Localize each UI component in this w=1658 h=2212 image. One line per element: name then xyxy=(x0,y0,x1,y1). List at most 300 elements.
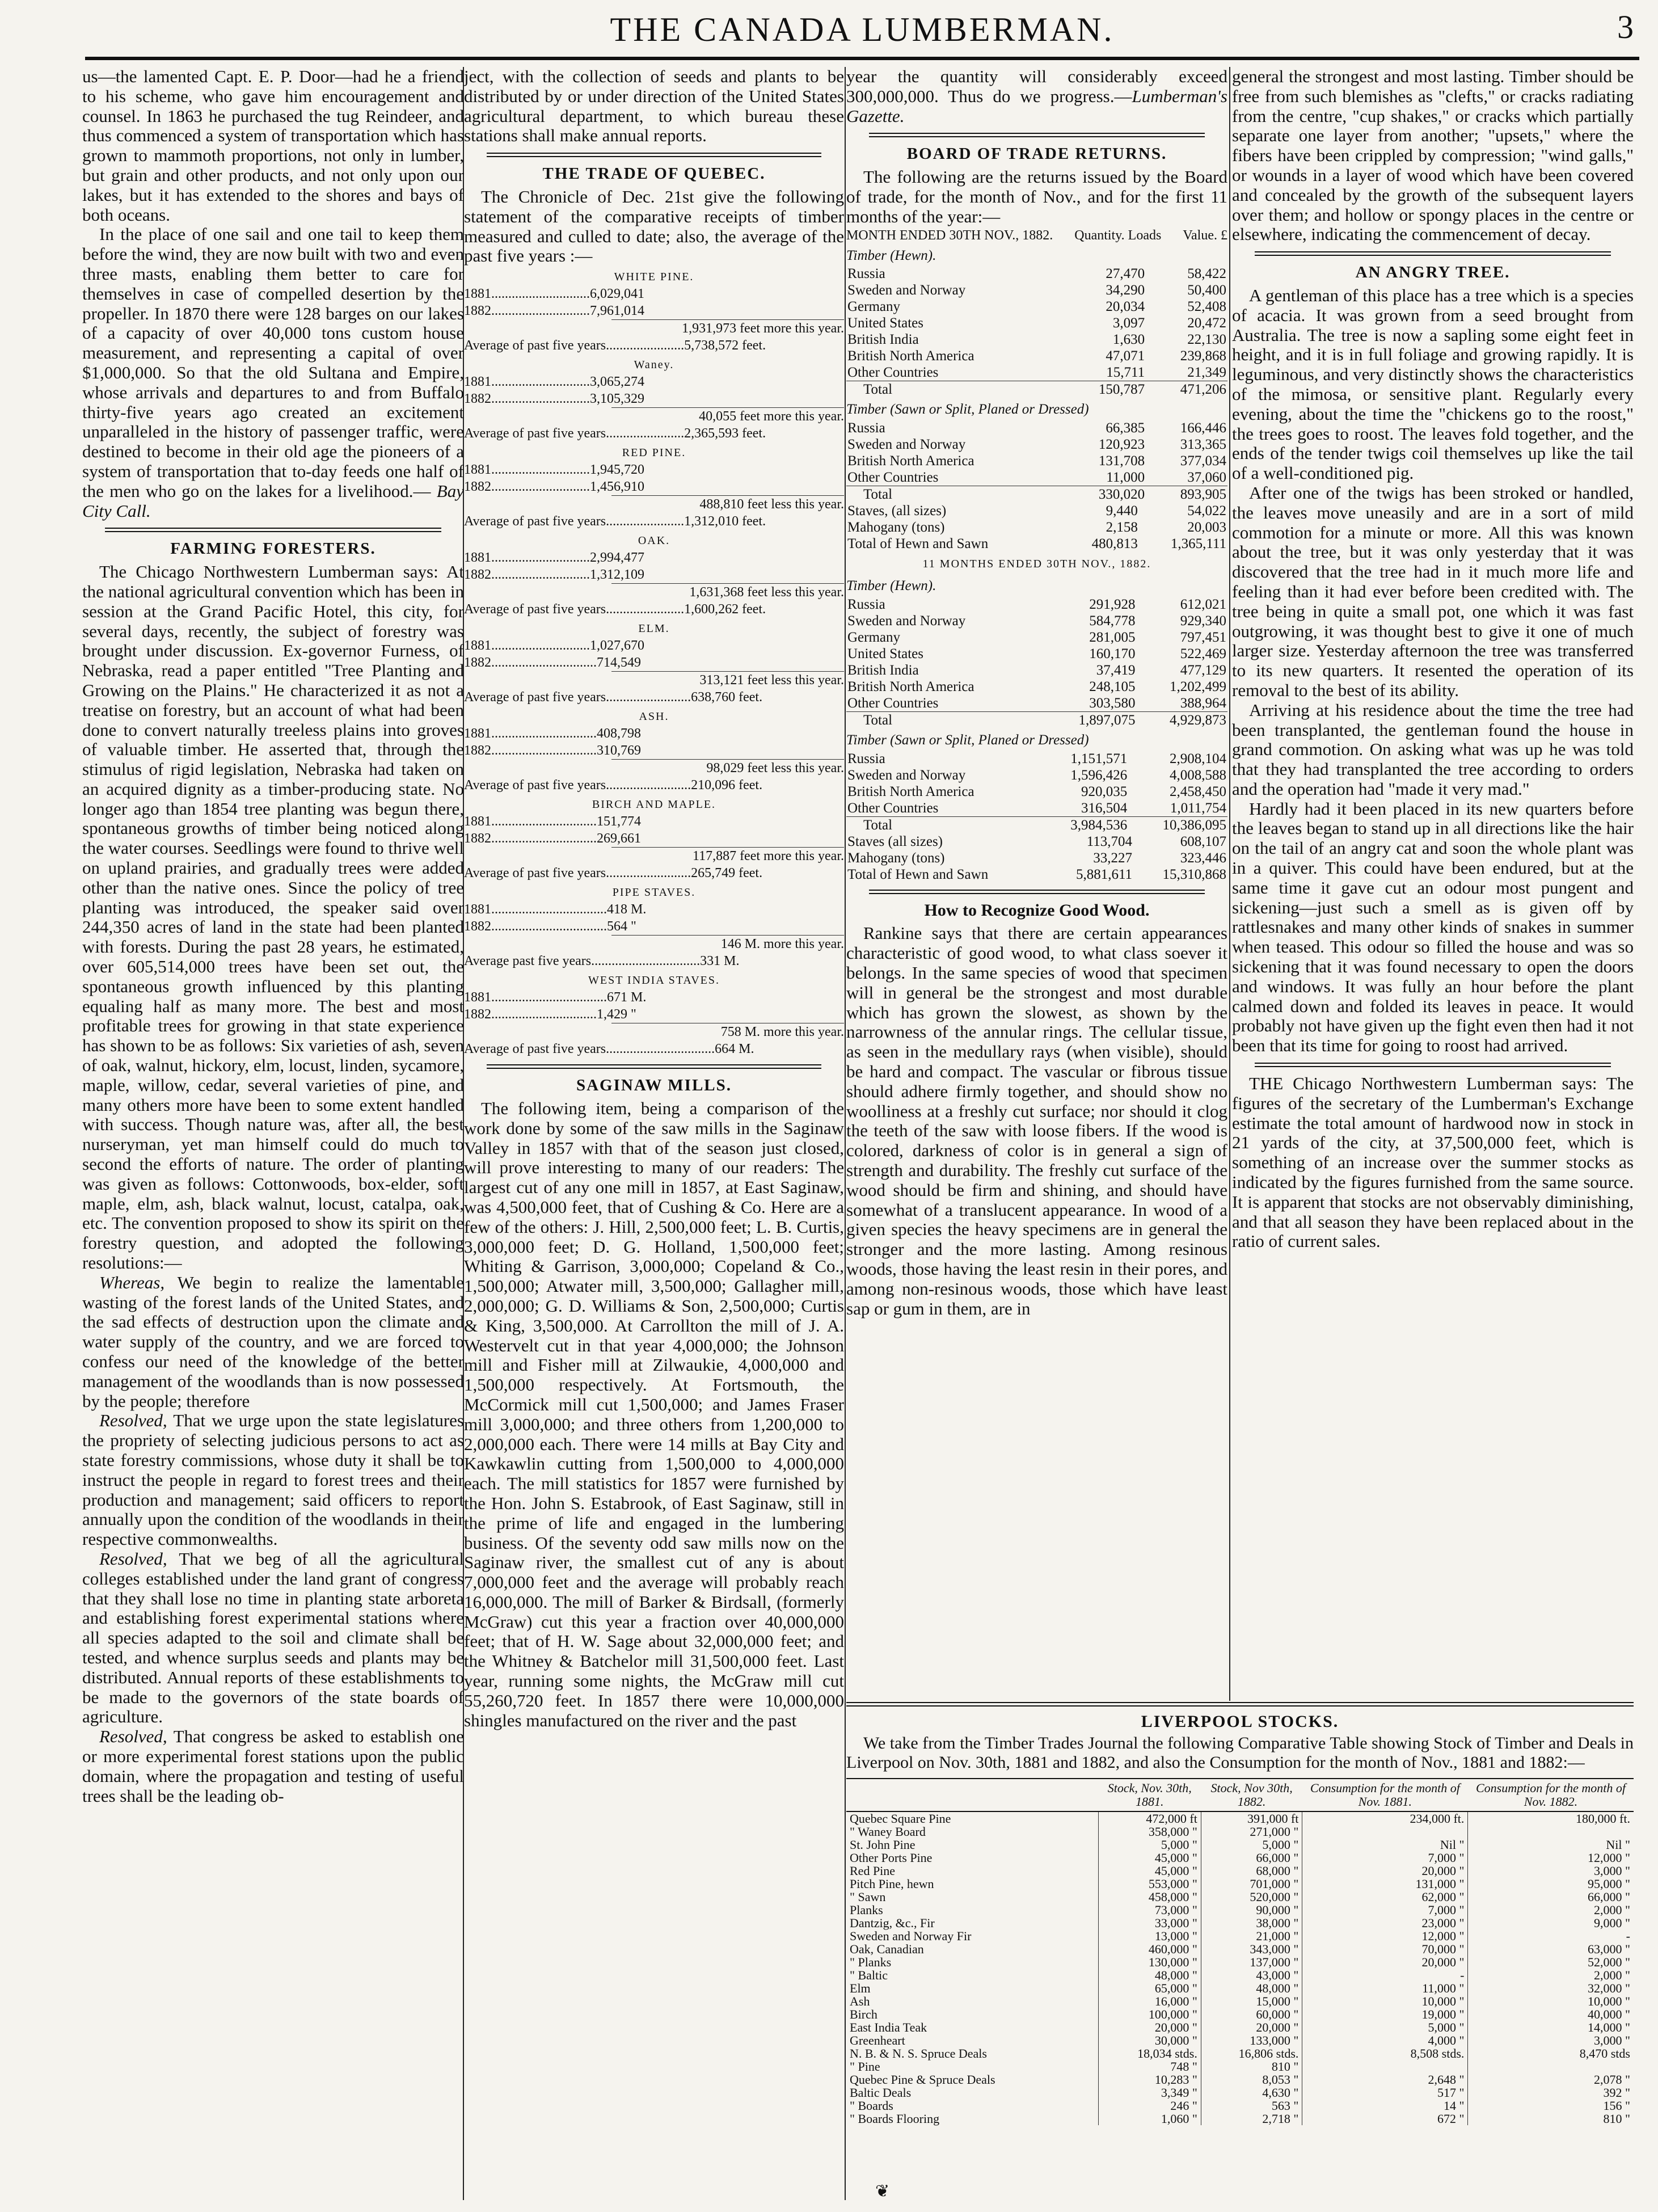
section-rule xyxy=(869,133,1205,137)
table-cell: 477,129 xyxy=(1180,662,1226,678)
column-header: Stock, Nov 30th, 1882. xyxy=(1201,1779,1302,1811)
row-label: Russia xyxy=(847,596,885,612)
section-caption: WEST INDIA STAVES. xyxy=(588,974,720,987)
table-row xyxy=(846,2008,1634,2021)
row-label: British North America xyxy=(847,453,974,469)
table-cell: 63,000 " xyxy=(1468,1943,1634,1956)
table-row xyxy=(846,519,1227,536)
table-cell: 130,000 " xyxy=(1098,1956,1201,1969)
total-cell: 150,787 xyxy=(1064,381,1146,398)
table-cell: 303,580 xyxy=(1089,695,1136,711)
difference-row: 758 M. more this year. xyxy=(611,1023,844,1040)
section-caption: OAK. xyxy=(638,534,670,547)
table-cell: 120,923 xyxy=(1098,437,1145,453)
row-label: Birch xyxy=(850,2007,877,2021)
article-heading: FARMING FORESTERS. xyxy=(170,540,376,558)
table-row xyxy=(846,1877,1634,1890)
table-cell: 52,000 " xyxy=(1468,1956,1634,1969)
returns-table xyxy=(846,833,1227,883)
year-row: 1882...............................310,769 xyxy=(464,743,641,759)
table-row xyxy=(846,469,1227,486)
table-cell: 20,000 " xyxy=(1302,1864,1468,1877)
table-cell: 392 " xyxy=(1468,2086,1634,2099)
article-text: Resolved, That congress be asked to establish one or more experimental forest stations upon the public domain, where the propagation and testing of useful trees shall be the leading ob- xyxy=(82,1726,464,1806)
row-label: " Pine xyxy=(850,2059,880,2074)
article-text: Whereas, We begin to realize the lamentable wasting of the forest lands of the United States, and the sad effects of destruction upon the climate and water supply of the country, and we are forced to confess our need of the knowledge of the better management of the woodlands than is now possessed by the people; therefore xyxy=(82,1272,464,1411)
row-label: Mahogany (tons) xyxy=(847,850,945,866)
table-cell: 20,000 " xyxy=(1098,2021,1201,2034)
row-label: Germany xyxy=(847,299,901,315)
article-text: Hardly had it been placed in its new quarters before the leaves began to stand up in all directions like the hair on the tail of an angry cat and soon the whole plant was in a quiver. This could have been endured, but at the same time it gave cut an odour most pungent and sickening—just such a smell as is given off by rattlesnakes and many other kinds of snakes in summer when teased. This odour so filled the house and was so sickening that it was found necessary to open the doors and windows. It was fully an hour before the plant calmed down and folded its leaves in peace. It would probably not have given up the fight even then had it not been that its time for going to roost had arrived. xyxy=(1232,798,1634,1056)
row-label: Other Countries xyxy=(847,365,939,381)
table-cell: 2,000 " xyxy=(1468,1903,1634,1916)
table-cell: 8,470 stds xyxy=(1468,2047,1634,2060)
row-label: Other Countries xyxy=(847,470,939,486)
table-cell: 3,097 xyxy=(1112,315,1145,331)
table-cell: 7,000 " xyxy=(1302,1903,1468,1916)
average-row: Average of past five years.........................265,749 feet. xyxy=(464,866,763,881)
average-row: Average of past five years.......................5,738,572 feet. xyxy=(464,338,766,353)
difference-row: 146 M. more this year. xyxy=(611,935,844,953)
difference-row: 488,810 feet less this year. xyxy=(611,495,844,513)
article-heading: BOARD OF TRADE RETURNS. xyxy=(906,145,1167,163)
table-row xyxy=(846,783,1227,800)
table-row xyxy=(846,646,1227,662)
table-row xyxy=(846,613,1227,629)
table-cell: 517 " xyxy=(1302,2086,1468,2099)
table-cell: 2,458,450 xyxy=(1170,783,1226,799)
row-label: Russia xyxy=(847,420,885,436)
table-cell: 65,000 " xyxy=(1098,1982,1201,1995)
table-cell: 291,928 xyxy=(1089,596,1136,612)
table-cell: 58,422 xyxy=(1187,266,1226,282)
table-row xyxy=(846,453,1227,469)
table-cell: 160,170 xyxy=(1089,646,1136,662)
table-cell: 748 " xyxy=(1098,2060,1201,2073)
difference-row: 313,121 feet less this year. xyxy=(611,671,844,689)
table-cell: 323,446 xyxy=(1180,850,1226,866)
table-cell xyxy=(1468,2060,1634,2073)
article-text: The Chronicle of Dec. 21st give the following statement of the comparative receipts of timber measured and culled to date; also, the average of the past five years :— xyxy=(464,186,844,266)
table-cell: 313,365 xyxy=(1180,437,1226,453)
article-text: us—the lamented Capt. E. P. Door—had he a friend to his scheme, who gave him encouragement and counsel. In 1863 he purchased the tug Reindeer, and thus commenced a system of transportation which has grown to mammoth proportions, not only in lumber, but grain and other products, and not only upon our lakes, but it has extended to the shores and bays of both oceans. xyxy=(82,67,464,225)
total-cell: 893,905 xyxy=(1146,486,1227,503)
row-label: Germany xyxy=(847,629,901,645)
table-cell: 54,022 xyxy=(1187,503,1226,519)
table-row xyxy=(846,2034,1634,2047)
table-cell: 246 " xyxy=(1098,2099,1201,2112)
row-label: Other Ports Pine xyxy=(850,1851,933,1865)
table-row xyxy=(846,315,1227,331)
article-heading: SAGINAW MILLS. xyxy=(576,1076,732,1095)
row-label: Oak, Canadian xyxy=(850,1942,924,1956)
article-heading: AN ANGRY TREE. xyxy=(1355,263,1511,282)
section-caption: RED PINE. xyxy=(622,446,686,460)
table-cell: 45,000 " xyxy=(1098,1864,1201,1877)
total-row xyxy=(846,486,1227,503)
column-rule xyxy=(845,67,846,2200)
table-cell: 701,000 " xyxy=(1201,1877,1302,1890)
section-caption: PIPE STAVES. xyxy=(612,886,696,899)
ornament-icon: ❦ xyxy=(875,2182,890,2201)
year-row: 1882.............................1,456,910 xyxy=(464,479,644,495)
average-row: Average of past five years.......................1,312,010 feet. xyxy=(464,514,766,529)
table-cell: 316,504 xyxy=(1081,800,1128,816)
row-label: " Waney Board xyxy=(850,1825,926,1839)
table-subheading: Timber (Hewn). xyxy=(846,247,936,263)
section-rule xyxy=(1255,1063,1611,1067)
section-rule xyxy=(1255,251,1611,256)
table-cell: 52,408 xyxy=(1187,299,1226,315)
table-cell: 21,349 xyxy=(1187,365,1226,381)
row-label: United States xyxy=(847,315,924,331)
table-row xyxy=(846,629,1227,646)
table-cell: 458,000 " xyxy=(1098,1890,1201,1903)
table-cell: 15,000 " xyxy=(1201,1995,1302,2008)
table-cell: 5,000 " xyxy=(1098,1838,1201,1851)
row-label: Sweden and Norway xyxy=(847,767,966,783)
table-cell: 1,011,754 xyxy=(1170,800,1226,816)
returns-table xyxy=(846,420,1227,503)
table-subheading: Timber (Sawn or Split, Planed or Dressed) xyxy=(846,732,1089,748)
table-cell: 16,000 " xyxy=(1098,1995,1201,2008)
table-cell: 13,000 " xyxy=(1098,1929,1201,1943)
value-header: Value. £ xyxy=(1183,227,1227,243)
table-cell: Nil " xyxy=(1302,1838,1468,1851)
table-cell: 27,470 xyxy=(1106,266,1145,282)
section-rule xyxy=(487,1064,821,1069)
table-cell: 460,000 " xyxy=(1098,1943,1201,1956)
table-cell: 2,648 " xyxy=(1302,2073,1468,2086)
quebec-statistics xyxy=(464,268,844,1057)
table-cell: 391,000 ft xyxy=(1201,1811,1302,1825)
row-label: " Boards xyxy=(850,2099,893,2113)
table-row xyxy=(846,348,1227,364)
section-rule xyxy=(105,528,441,532)
table-cell: 166,446 xyxy=(1180,420,1226,436)
table-row xyxy=(846,1903,1634,1916)
average-row: Average of past five years.........................210,096 feet. xyxy=(464,778,763,793)
year-row: 1882...............................269,661 xyxy=(464,831,641,846)
row-label: British North America xyxy=(847,348,974,364)
masthead xyxy=(85,0,1639,54)
table-row xyxy=(846,1943,1634,1956)
average-row: Average past five years................................331 M. xyxy=(464,954,740,969)
table-cell: 113,704 xyxy=(1086,833,1133,849)
table-cell: 10,000 " xyxy=(1468,1995,1634,2008)
row-label: Dantzig, &c., Fir xyxy=(850,1916,935,1930)
table-cell: 22,130 xyxy=(1187,332,1226,348)
table-row xyxy=(846,751,1227,767)
year-row: 1881...............................408,798 xyxy=(464,726,641,741)
table-cell: 797,451 xyxy=(1180,629,1226,645)
table-cell: 68,000 " xyxy=(1201,1864,1302,1877)
table-cell: 5,000 " xyxy=(1201,1838,1302,1851)
article-heading: How to Recognize Good Wood. xyxy=(924,900,1150,920)
table-cell: 50,400 xyxy=(1187,283,1226,298)
table-cell: 20,000 " xyxy=(1201,2021,1302,2034)
section-caption: WHITE PINE. xyxy=(614,271,694,284)
table-row xyxy=(846,695,1227,712)
table-cell: 180,000 ft. xyxy=(1468,1811,1634,1825)
table-cell: 377,034 xyxy=(1180,453,1226,469)
table-cell: 21,000 " xyxy=(1201,1929,1302,1943)
table-row xyxy=(846,1982,1634,1995)
table-row xyxy=(846,850,1227,866)
article-text: THE Chicago Northwestern Lumberman says: The figures of the secretary of the Lumberman's Exchange estimate the total amount of hardwood now in stock in 21 yards of the city, at 37,500,000 feet, which is something of an increase over the summer stocks as indicated by the figures furnished from the same source. It is apparent that stocks are not observably diminishing, and that all season they have been replaced about in the ratio of current sales. xyxy=(1232,1073,1634,1252)
column-4 xyxy=(1232,67,1634,1701)
table-cell: 33,000 " xyxy=(1098,1916,1201,1929)
table-cell: 10,000 " xyxy=(1302,1995,1468,2008)
table-cell: 563 " xyxy=(1201,2099,1302,2112)
year-row: 1881.............................3,065,274 xyxy=(464,374,644,390)
table-cell: 37,060 xyxy=(1187,470,1226,486)
table-cell: 14 " xyxy=(1302,2099,1468,2112)
table-row xyxy=(846,2112,1634,2125)
table-cell: 133,000 " xyxy=(1201,2034,1302,2047)
row-label: United States xyxy=(847,646,924,662)
table-cell: 388,964 xyxy=(1180,695,1226,711)
article-text: Arriving at his residence about the time the tree had been transplanted, the gentleman found the house in grand commotion. On asking what was up he was told that they had transplanted the tree according to orders and the operation had "made it very mad." xyxy=(1232,700,1634,799)
column-1 xyxy=(82,67,464,2200)
column-headers xyxy=(846,227,1227,244)
table-row xyxy=(846,436,1227,453)
table-row xyxy=(846,866,1227,883)
row-label: " Planks xyxy=(850,1955,892,1969)
total-cell: Total xyxy=(846,816,1040,833)
row-label: Sweden and Norway Fir xyxy=(850,1929,972,1943)
row-label: " Boards Flooring xyxy=(850,2112,940,2126)
table-cell: 100,000 " xyxy=(1098,2008,1201,2021)
row-label: British North America xyxy=(847,679,974,694)
table-cell: 2,000 " xyxy=(1468,1969,1634,1982)
source-credit: Lumberman's Gazette. xyxy=(846,86,1227,126)
table-cell: 584,778 xyxy=(1089,613,1136,629)
table-cell: 3,000 " xyxy=(1468,1864,1634,1877)
section-caption: ELM. xyxy=(638,622,670,635)
section-rule xyxy=(869,890,1205,894)
qty-header: Quantity. Loads xyxy=(1074,227,1162,243)
table-cell: 520,000 " xyxy=(1201,1890,1302,1903)
table-cell xyxy=(1468,1825,1634,1838)
row-label: Planks xyxy=(850,1903,883,1917)
table-cell: 66,385 xyxy=(1106,420,1145,436)
table-cell: 281,005 xyxy=(1089,629,1136,645)
row-label: Mahogany (tons) xyxy=(847,520,945,536)
row-label: Sweden and Norway xyxy=(847,437,966,453)
row-label: Sweden and Norway xyxy=(847,613,966,629)
year-row: 1881.............................6,029,041 xyxy=(464,286,644,302)
column-2 xyxy=(464,67,844,2200)
quebec-section xyxy=(464,972,844,1057)
table-subheading: Timber (Sawn or Split, Planed or Dressed) xyxy=(846,402,1089,418)
table-row xyxy=(846,1864,1634,1877)
table-cell: 234,000 ft. xyxy=(1302,1811,1468,1825)
column-3 xyxy=(846,67,1227,1769)
table-cell xyxy=(1302,1825,1468,1838)
article-text: After one of the twigs has been stroked or handled, the leaves move uneasily and are in a sort of mild commotion for a minute or more. All this was known about the tree, but it was only yesterday that it was discovered that the tree had in it much more life and feeling than it had ever before been credited with. The tree being in quite a small pot, one which it was fast outgrowing, it was thought best to give it one of much larger size. Yesterday afternoon the tree was transferred to its new quarters. It resented the operation of its removal to the best of its ability. xyxy=(1232,482,1634,700)
table-cell: 20,003 xyxy=(1187,520,1226,536)
table-cell: 480,813 xyxy=(1091,536,1138,552)
table-cell: 920,035 xyxy=(1081,783,1128,799)
table-row xyxy=(846,767,1227,783)
row-label: Pitch Pine, hewn xyxy=(850,1877,934,1891)
article-heading: THE TRADE OF QUEBEC. xyxy=(542,165,766,183)
column-header xyxy=(846,1779,1098,1811)
row-label: East India Teak xyxy=(850,2020,927,2034)
returns-table xyxy=(846,266,1227,398)
returns-table xyxy=(846,503,1227,552)
year-row: 1881.............................2,994,477 xyxy=(464,550,644,566)
table-cell: 810 " xyxy=(1201,2060,1302,2073)
table-row xyxy=(846,536,1227,552)
table-cell: 131,708 xyxy=(1098,453,1145,469)
table-row xyxy=(846,1956,1634,1969)
table-cell: 18,034 stds. xyxy=(1098,2047,1201,2060)
table-cell: 23,000 " xyxy=(1302,1916,1468,1929)
total-cell: 330,020 xyxy=(1064,486,1146,503)
article-text: year the quantity will considerably exceed 300,000,000. Thus do we progress.—Lumberman's Gazette. xyxy=(846,67,1227,126)
row-label: British India xyxy=(847,332,919,348)
year-row: 1881..................................671 M. xyxy=(464,990,647,1005)
table-row xyxy=(846,1851,1634,1864)
row-label: Baltic Deals xyxy=(850,2085,912,2100)
table-cell: 929,340 xyxy=(1180,613,1226,629)
liverpool-table xyxy=(846,1778,1634,2125)
year-row: 1881.............................1,027,670 xyxy=(464,638,644,654)
row-label: Russia xyxy=(847,751,885,766)
table-cell: 48,000 " xyxy=(1201,1982,1302,1995)
year-row: 1882.............................1,312,109 xyxy=(464,567,644,583)
table-cell: 12,000 " xyxy=(1468,1851,1634,1864)
returns-table xyxy=(846,596,1227,728)
source-credit: Bay City Call. xyxy=(82,481,464,521)
article-text: general the strongest and most lasting. Timber should be free from such blemishes as "clefts," or cracks radiating from the centre, "cup shakes," or cracks which partially separate one layer from another; "upsets," where the fibers have been crippled by compression; "wind galls," or wounds in a layer of wood which have been covered and concealed by the growth of the subsequent layers over them; and hollow or spongy places in the centre or elsewhere, indicating the commencement of decay. xyxy=(1232,67,1634,245)
total-row xyxy=(846,816,1227,833)
table-cell: 8,053 " xyxy=(1201,2073,1302,2086)
total-cell: Total xyxy=(846,381,1064,398)
table-cell: 20,034 xyxy=(1106,299,1145,315)
table-row xyxy=(846,2099,1634,2112)
month-header: MONTH ENDED 30TH NOV., 1882. xyxy=(846,227,1053,243)
table-row xyxy=(846,2047,1634,2060)
table-cell: 9,000 " xyxy=(1468,1916,1634,1929)
table-cell: 47,071 xyxy=(1106,348,1145,364)
quebec-section xyxy=(464,708,844,794)
row-label: Staves (all sizes) xyxy=(847,833,943,849)
table-cell: 30,000 " xyxy=(1098,2034,1201,2047)
section-caption: BIRCH AND MAPLE. xyxy=(592,798,716,811)
row-label: British North America xyxy=(847,783,974,799)
year-row: 1881..................................418 M. xyxy=(464,902,647,917)
table-row xyxy=(846,2086,1634,2099)
section-rule xyxy=(846,1702,1634,1707)
table-row xyxy=(846,298,1227,315)
article-text: The Chicago Northwestern Lumberman says: At the national agricultural convention which has been in session at the Grand Pacific Hotel, this city, for several days, recently, the subject of forestry was brought under discussion. Ex-governor Furness, of Nebraska, read a paper entitled "Tree Planting and Growing on the Plains." He characterized it as not a treatise on forestry, but an account of what had been done to convert naturally treeless plains into groves of valuable timber. He asserted that, through the stimulus of rigid legislation, Nebraska had taken on an acquired dignity as a timber-producing state. No longer ago than 1854 tree planting was begun there, spontaneous growths of timber being noticed along the water courses. Seedlings were found to thrive well on upland prairies, and gradually trees were added other than the native ones. Since the policy of tree planting was introduced, the speaker said over 244,350 acres of land in the state had been planted with forests. During the past 28 years, he estimated, over 605,514,000 trees have been set out, the spontaneous growth influenced by this planting equaling half as many more. The best and most profitable trees for growing in that state experience has shown to be as follows: Six varieties of ash, seven of oak, walnut, hickory, elm, locust, linden, sycamore, maple, willow, cedar, several varieties of pine, and many others more have been to some extent handled with success. Though nature was, after all, the best nurseryman, yet man himself could do much to second the efforts of nature. The order of planting was given as follows: Cottonwoods, box-elder, soft maple, elm, ash, black walnut, locust, catalpa, oak, etc. The convention proposed to show its spirit on the forestry question, and adopted the following resolutions:— xyxy=(82,562,464,1273)
table-cell: 4,000 " xyxy=(1302,2034,1468,2047)
table-cell: 5,000 " xyxy=(1302,2021,1468,2034)
row-label: N. B. & N. S. Spruce Deals xyxy=(850,2046,987,2061)
quebec-section xyxy=(464,356,844,442)
table-row xyxy=(846,1890,1634,1903)
table-row xyxy=(846,1811,1634,1825)
article-text: Rankine says that there are certain appearances characteristic of good wood, to what class soever it belongs. In the same species of wood that specimen will in general be the strongest and most durable which has grown the slowest, as shown by the narrowness of the annular rings. The cellular tissue, as seen in the medullary rays (when visible), should be hard and compact. The vascular or fibrous tissue should adhere firmly together, and should show no woolliness at a freshly cut surface; nor should it clog the teeth of the saw with loose fibers. If the wood is colored, darkness of color is in general a sign of strength and durability. The freshly cut surface of the wood should be firm and shining, and should have somewhat of a translucent appearance. In wood of a given species the heavy specimens are in general the stronger and the more lasting. Among resinous woods, those having the least resin in their pores, and among non-resinous woods, those which have least sap or gum in them, are in xyxy=(846,923,1227,1318)
table-cell: 11,000 " xyxy=(1302,1982,1468,1995)
row-label: " Sawn xyxy=(850,1890,886,1904)
table-cell: 60,000 " xyxy=(1201,2008,1302,2021)
table-cell: 38,000 " xyxy=(1201,1916,1302,1929)
table-cell: 33,227 xyxy=(1093,850,1133,866)
total-row xyxy=(846,381,1227,398)
table-cell: 43,000 " xyxy=(1201,1969,1302,1982)
row-label: Red Pine xyxy=(850,1864,896,1878)
table-cell: 4,008,588 xyxy=(1170,767,1226,783)
total-cell: 10,386,095 xyxy=(1128,816,1227,833)
table-row xyxy=(846,282,1227,298)
table-row xyxy=(846,266,1227,282)
table-row xyxy=(846,662,1227,679)
table-cell: 3,000 " xyxy=(1468,2034,1634,2047)
table-cell: 248,105 xyxy=(1089,679,1136,694)
section-caption: Waney. xyxy=(634,359,674,372)
article-text: The following are the returns issued by the Board of trade, for the month of Nov., and for the first 11 months of the year:— xyxy=(846,167,1227,226)
table-cell: 522,469 xyxy=(1180,646,1226,662)
article-text: We take from the Timber Trades Journal the following Comparative Table showing Stock of Timber and Deals in Liverpool on Nov. 30th, 1881 and 1882, and also the Consumption for the month of Nov., 1881 and 1882:— xyxy=(846,1734,1634,1772)
table-row xyxy=(846,1969,1634,1982)
average-row: Average of past five years................................664 M. xyxy=(464,1042,754,1057)
quebec-section xyxy=(464,532,844,618)
difference-row: 98,029 feet less this year. xyxy=(611,759,844,777)
table-cell: 156 " xyxy=(1468,2099,1634,2112)
table-cell: 32,000 " xyxy=(1468,1982,1634,1995)
article-text: In the place of one sail and one tail to keep them before the wind, they are now built with two and even three masts, enabling them better to care for themselves in case of compelled desertion by the propeller. In 1870 there were 128 barges on our lakes of a capacity of over 40,000 tons custom house measurement, and representing a capital of over $1,000,000. So that the old Sultana and Empire, whose arrivals and departures to and from Buffalo thirty-five years ago created an excitement unparalleled in the history of passenger traffic, were destined to become in their old age the pioneers of a system of transportation that to-day feeds one half of the men who go on the lakes for a livelihood.— Bay City Call. xyxy=(82,224,464,521)
table-cell: 1,202,499 xyxy=(1170,679,1226,694)
row-label: Staves, (all sizes) xyxy=(847,503,947,519)
page-number: 3 xyxy=(1617,9,1634,45)
table-row xyxy=(846,503,1227,519)
year-row: 1882..................................564 " xyxy=(464,919,636,934)
row-label: Sweden and Norway xyxy=(847,283,966,298)
table-cell: 2,908,104 xyxy=(1170,751,1226,766)
board-of-trade-table xyxy=(846,227,1227,883)
table-cell: 810 " xyxy=(1468,2112,1634,2125)
table-cell: 2,718 " xyxy=(1201,2112,1302,2125)
row-label: Elm xyxy=(850,1981,871,1995)
table-cell: 672 " xyxy=(1302,2112,1468,2125)
table-cell xyxy=(1302,2060,1468,2073)
table-subheading: Timber (Hewn). xyxy=(846,578,936,593)
table-cell: - xyxy=(1302,1969,1468,1982)
table-cell: 1,596,426 xyxy=(1070,767,1128,783)
year-row: 1881...............................151,774 xyxy=(464,814,641,829)
difference-row: 1,631,368 feet less this year. xyxy=(611,583,844,601)
column-header: Stock, Nov. 30th, 1881. xyxy=(1098,1779,1201,1811)
table-cell: 45,000 " xyxy=(1098,1851,1201,1864)
table-cell: 7,000 " xyxy=(1302,1851,1468,1864)
table-cell: 20,000 " xyxy=(1302,1956,1468,1969)
table-cell: 19,000 " xyxy=(1302,2008,1468,2021)
table-cell: 612,021 xyxy=(1180,596,1226,612)
table-row xyxy=(846,800,1227,817)
total-cell: Total xyxy=(846,711,1045,728)
table-cell: 62,000 " xyxy=(1302,1890,1468,1903)
average-row: Average of past five years.......................1,600,262 feet. xyxy=(464,602,766,617)
row-label: Total of Hewn and Sawn xyxy=(847,536,989,552)
table-cell: 358,000 " xyxy=(1098,1825,1201,1838)
table-cell: 5,881,611 xyxy=(1075,866,1133,882)
column-header: Consumption for the month of Nov. 1881. xyxy=(1302,1779,1468,1811)
year-row: 1882.............................7,961,014 xyxy=(464,304,644,319)
